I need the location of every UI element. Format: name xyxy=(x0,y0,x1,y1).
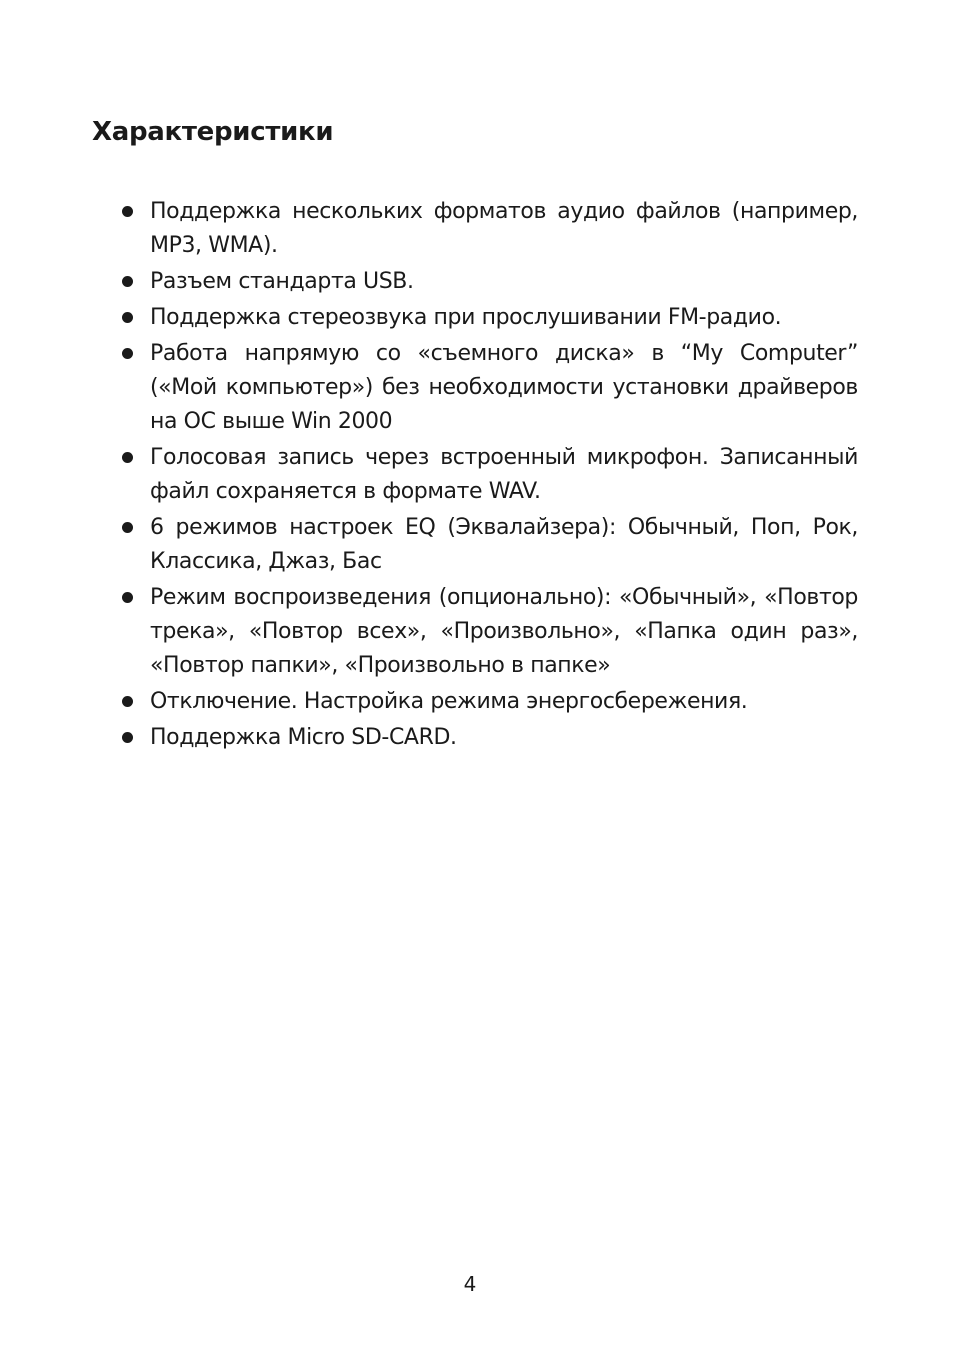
page-title: Характеристики xyxy=(92,117,334,147)
bullet-icon xyxy=(122,276,133,287)
list-item-text: Работа напрямую со «съемного диска» в “My Computer” («Мой компьютер») без необходимости установки драйверов на ОС выше Win 2000 xyxy=(150,341,858,434)
list-item xyxy=(120,301,858,335)
list-item-text: Режим воспроизведения (опционально): «Обычный», «Повтор трека», «Повтор всех», «Произвольно», «Папка один раз», «Повтор папки», «Произвольно в папке» xyxy=(150,585,858,678)
list-item-text: Поддержка Micro SD-CARD. xyxy=(150,725,457,750)
bullet-icon xyxy=(122,732,133,743)
list-item xyxy=(120,337,858,439)
list-item-text: Поддержка стереозвука при прослушивании FM-радио. xyxy=(150,305,782,330)
list-item xyxy=(120,265,858,299)
list-item xyxy=(120,195,858,263)
list-item-text: 6 режимов настроек EQ (Эквалайзера): Обычный, Поп, Рок, Классика, Джаз, Бас xyxy=(150,515,858,574)
list-item xyxy=(120,511,858,579)
list-item xyxy=(120,581,858,683)
bullet-icon xyxy=(122,592,133,603)
bullet-icon xyxy=(122,312,133,323)
bullet-icon xyxy=(122,206,133,217)
feature-list xyxy=(120,195,858,757)
list-item-text: Голосовая запись через встроенный микрофон. Записанный файл сохраняется в формате WAV. xyxy=(150,445,858,504)
bullet-icon xyxy=(122,696,133,707)
list-item xyxy=(120,685,858,719)
list-item-text: Разъем стандарта USB. xyxy=(150,269,414,294)
list-item xyxy=(120,441,858,509)
list-item-text: Поддержка нескольких форматов аудио файлов (например, MP3, WMA). xyxy=(150,199,858,258)
list-item-text: Отключение. Настройка режима энергосбережения. xyxy=(150,689,748,714)
list-item xyxy=(120,721,858,755)
page-number: 4 xyxy=(463,1272,477,1296)
bullet-icon xyxy=(122,348,133,359)
bullet-icon xyxy=(122,452,133,463)
bullet-icon xyxy=(122,522,133,533)
